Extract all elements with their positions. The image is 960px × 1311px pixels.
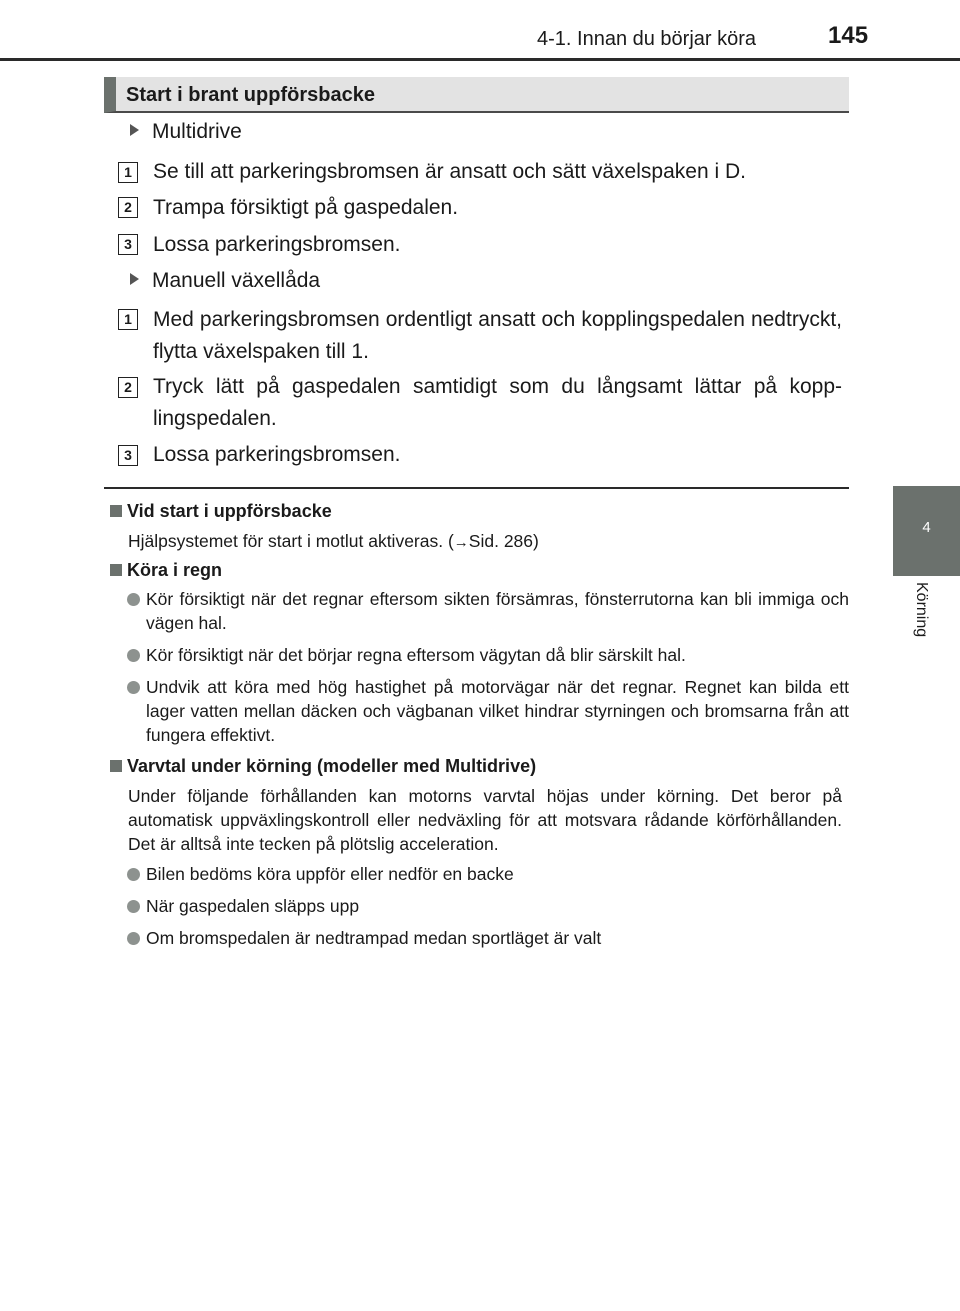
note-heading-label: Köra i regn <box>127 560 223 580</box>
circle-bullet-icon <box>127 649 140 662</box>
step-text: Trampa försiktigt på gaspedalen. <box>153 196 459 219</box>
bullet-text: Undvik att köra med hög hastighet på motorvägar när det regnar. Regnet kan bilda ett lager vatten mellan däcken och vägbanan vilket hindrar styrningen och bromsarna från att fungera effektivt. <box>146 677 849 745</box>
chapter-number: 4 <box>922 519 931 536</box>
step-text: Lossa parkeringsbromsen. <box>153 233 401 256</box>
step-number-badge: 3 <box>118 445 138 466</box>
header-rule <box>0 58 960 61</box>
chapter-label: Körning <box>913 582 930 638</box>
step-number-badge: 1 <box>118 162 138 183</box>
note-heading-rain <box>110 560 222 581</box>
multidrive-heading-label: Multidrive <box>152 120 242 143</box>
bullet-text: Bilen bedöms köra uppför eller nedför en backe <box>146 864 514 884</box>
section-divider <box>104 487 849 489</box>
bullet-text: När gaspedalen släpps upp <box>146 896 360 916</box>
square-bullet-icon <box>110 760 122 772</box>
step-text: Med parkeringsbromsen ordentligt ansatt och kopplingspedalen nedtryckt, flytta växelspaken till 1. <box>153 308 842 363</box>
arrow-right-icon: → <box>453 534 469 551</box>
step-number-badge: 2 <box>118 377 138 398</box>
multidrive-heading <box>130 120 242 144</box>
note-text-part: Hjälpsystemet för start i motlut aktiveras. ( <box>128 531 454 551</box>
step-number-badge: 2 <box>118 197 138 218</box>
bullet-text: Kör försiktigt när det börjar regna eftersom vägytan då blir särskilt hal. <box>146 645 686 665</box>
square-bullet-icon <box>110 564 122 576</box>
page-number: 145 <box>828 22 869 49</box>
page-reference-link[interactable]: Sid. 286) <box>468 531 539 551</box>
step-text: Se till att parkeringsbromsen är ansatt och sätt växelspaken i D. <box>153 160 746 183</box>
circle-bullet-icon <box>127 932 140 945</box>
circle-bullet-icon <box>127 593 140 606</box>
bullet-text: Om bromspedalen är nedtrampad medan sportläget är valt <box>146 928 602 948</box>
circle-bullet-icon <box>127 681 140 694</box>
chapter-label-box <box>900 578 950 658</box>
triangle-bullet-icon <box>130 124 139 136</box>
note-heading-rpm <box>110 756 536 777</box>
step-text: Tryck lätt på gaspedalen samtidigt som du långsamt lättar på kopp-lingspedalen. <box>153 375 842 430</box>
bullet-text: Kör försiktigt när det regnar eftersom sikten försämras, fönsterrutorna kan bli immiga och vägen hal. <box>146 589 849 633</box>
note-heading-hill-start <box>110 501 332 522</box>
section-title: Start i brant uppförsbacke <box>126 84 375 106</box>
manual-heading <box>130 269 320 293</box>
triangle-bullet-icon <box>130 273 139 285</box>
chapter-tab[interactable] <box>893 486 960 576</box>
square-bullet-icon <box>110 505 122 517</box>
step-text: Lossa parkeringsbromsen. <box>153 443 401 466</box>
circle-bullet-icon <box>127 868 140 881</box>
step-number-badge: 3 <box>118 234 138 255</box>
note-heading-label: Varvtal under körning (modeller med Multidrive) <box>127 756 537 776</box>
note-text-hill-start <box>128 529 848 555</box>
note-heading-label: Vid start i uppförsbacke <box>127 501 332 521</box>
circle-bullet-icon <box>127 900 140 913</box>
note-text-rpm: Under följande förhållanden kan motorns varvtal höjas under körning. Det beror på automatisk uppväxlingskontroll eller nedväxling för att motsvara rådande körförhållanden. Det är alltså inte tecken på plötslig acceleration. <box>128 786 842 854</box>
section-title-bar <box>104 77 849 113</box>
header-section-title: 4-1. Innan du börjar köra <box>537 28 757 50</box>
manual-heading-label: Manuell växellåda <box>152 269 321 292</box>
step-number-badge: 1 <box>118 309 138 330</box>
